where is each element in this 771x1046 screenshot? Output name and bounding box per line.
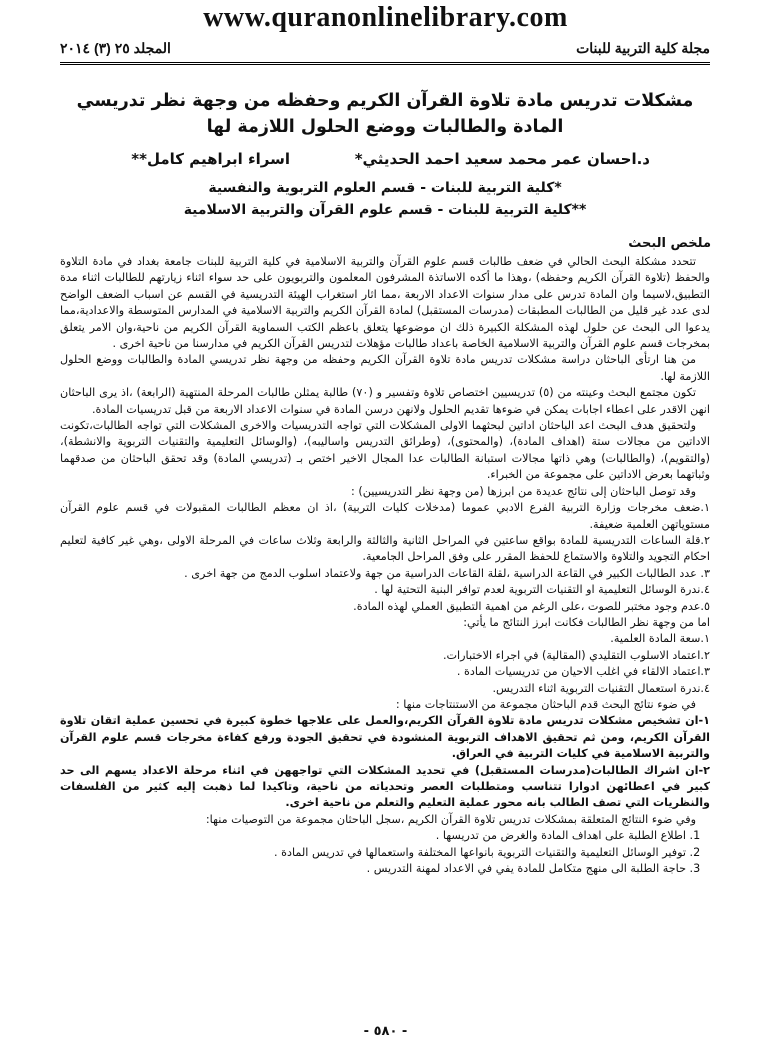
list-item: ١.سعة المادة العلمية.: [610, 632, 710, 646]
list-item: ٤.ندرة الوسائل التعليمية او التقنيات التربوية لعدم توافر البنية التحتية لها .: [374, 583, 710, 597]
paragraph: ولتحقيق هدف البحث اعد الباحثان اداتين لبحثهما الاولى المشكلات التي تواجه التدريسيات والاخرى المشكلات التي تواجه الطالبات،تكونت الاداتين من مجالات ستة (اهداف المادة)، (والمحتوى)، (وطرائق التدريس واساليبه)، (والوسائل التعليمية والتقنيات التربوية والانشطة)، (والتقويم)، (والطالبات) وهي ذاتها مجالات استبانة الطالبات عدا المجال الاخير اختص بـ (تدريسي المادة) وقد تحقق الباحثان من صدقهما وثباتهما بعرض الاداتين على مجموعة من الخبراء.: [60, 419, 710, 482]
author-second: اسراء ابراهيم كامل**: [131, 150, 290, 168]
abstract-heading: ملخص البحث: [628, 236, 711, 251]
recommendations-list: [60, 828, 710, 877]
paragraph: وقد توصل الباحثان إلى نتائج عديدة من ابرزها (من وجهة نظر التدريسيين) :: [351, 484, 696, 498]
journal-volume: المجلد ٢٥ (٣) ٢٠١٤: [60, 40, 171, 56]
list-item: ٣. عدد الطالبات الكبير في القاعة الدراسية ،لقلة القاعات الدراسية من جهة ولاعتماد اسلوب الدمج من جهة اخرى .: [184, 566, 710, 580]
list-item: ٢.اعتماد الاسلوب التقليدي (المقالية) في اجراء الاختبارات.: [442, 648, 710, 662]
paragraph: اما من وجهة نظر الطالبات فكانت ابرز النتائج ما يأتي:: [463, 615, 710, 629]
abstract-body: [60, 254, 710, 877]
list-item: 2. توفير الوسائل التعليمية والتقنيات التربوية بانواعها المختلفة واستعمالها في تدريس المادة .: [60, 845, 686, 861]
header-rule: [60, 62, 710, 63]
list-item: ٣.اعتماد الالقاء في اغلب الاحيان من تدريسيات المادة .: [456, 665, 710, 679]
header-rule: [60, 64, 710, 65]
list-item: ٥.عدم وجود مختبر للصوت ،على الرغم من اهمية التطبيق العملي لهذه المادة.: [353, 599, 710, 613]
site-url: www.quranonlinelibrary.com: [203, 2, 568, 33]
list-item: 1. اطلاع الطلبة على اهداف المادة والغرض من تدريسها .: [60, 828, 686, 844]
paragraph: من هنا ارتأى الباحثان دراسة مشكلات تدريس مادة تلاوة القرآن الكريم وحفظه من وجهة نظر تدريسي المادة والطالبات ووضع الحلول اللازمة لها.: [60, 353, 710, 383]
list-item: 3. حاجة الطلبة الى منهج متكامل للمادة يفي في الاعداد لمهنة التدريس .: [60, 861, 686, 877]
list-item: ٤.ندرة استعمال التقنيات التربوية اثناء التدريس.: [492, 681, 710, 695]
journal-name: مجلة كلية التربية للبنات: [576, 40, 710, 56]
author-first: د.احسان عمر محمد سعيد احمد الحديثي*: [354, 150, 650, 168]
paragraph: في ضوء نتائج البحث قدم الباحثان مجموعة من الاستنتاجات منها :: [395, 697, 696, 711]
paragraph: تتحدد مشكلة البحث الحالي في ضعف طالبات قسم علوم القرآن والتربية الاسلامية في كلية التربية للبنات جامعة بغداد في مادة التلاوة والحفظ (تلاوة القرآن الكريم وحفظه) ،وهذا ما أكده الاساتذة المشرفون المعلمون والتربويون على حد سواء اثناء زيارتهم للطالبات اثناء مدة التطبيق،لاسيما وان المادة تدرس على مدار سنوات الاعداد الاربعة ،مما اثار استغراب الهيئة التدريسية في القسم عن اسباب الضعف الواضح لدى عدد غير قليل من الطالبات المطبقات (مدرسات المستقبل) لمادة القرآن الكريم والتربية الاسلامية في المدارس المتوسطة والاعدادية،مما يدعوا الى البحث عن حلول لهذه المشكلة الكبيرة ذلك ان موضوعها يتعلق باعظم الكتب السماوية القرآن الكريم من ناحية،وان الامر يتعلق بمخرجات قسم علوم القرآن والتربية الاسلامية الخاصة باعداد طالبات مؤهلات لتدريس القرآن الكريم في مدارسنا من ناحية اخرى .: [60, 255, 710, 351]
paragraph: وفي ضوء النتائج المتعلقة بمشكلات تدريس تلاوة القرآن الكريم ،سجل الباحثان مجموعة من التوصيات منها:: [205, 812, 696, 826]
list-item: ٢.قلة الساعات التدريسية للمادة بواقع ساعتين في المراحل الثانية والثالثة والرابعة وثلاث ساعات في المرحلة الاولى ،وهي غير كافية لتعليم احكام التجويد والتلاوة والاستماع للحفظ المقرر على وفق المراحل الجامعية.: [60, 533, 710, 564]
list-item: ١-ان تشخيص مشكلات تدريس مادة تلاوة القرآن الكريم،والعمل على علاجها خطوة كبيرة في تحسين عملية اتقان تلاوة القرآن الكريم، ومن ثم تحقيق الاهداف التربوية المنشودة في تحقيق الجودة ورفع كفاءة مخرجات قسم علوم القرآن والتربية الاسلامية في كليات التربية في العراق.: [60, 714, 710, 761]
affiliation: *كلية التربية للبنات - قسم العلوم التربوية والنفسية: [208, 180, 562, 196]
running-header: [60, 40, 710, 57]
paragraph: تكون مجتمع البحث وعينته من (٥) تدريسيين اختصاص تلاوة وتفسير و (٧٠) طالبة يمثلن طالبات المرحلة المنتهية (الرابعة) ،اذ يرى الباحثان انهن الاقدر على اعطاء اجابات يمكن في ضوءها تقديم الحلول ولانهن درسن المادة في سنوات الاعداد الاربعة من قبل تدريسيات المادة.: [60, 386, 710, 416]
list-item: ٢-ان اشراك الطالبات(مدرسات المستقبل) في تحديد المشكلات التي تواجههن في اثناء مرحلة الاعداد يسهم الى حد كبير في اعطائهن ادوارا تتناسب ومتطلبات العصر وتحدياته من ناحية، وتاكيدا لما ذهبت إليه كثير من الفلسفات والنظريات التي تصف الطالب بانه محور عملية التعليم والتعلم من ناحية اخرى.: [60, 763, 710, 810]
affiliation: **كلية التربية للبنات - قسم علوم القرآن والتربية الاسلامية: [183, 202, 587, 218]
paper-title: مشكلات تدريس مادة تلاوة القرآن الكريم وحفظه من وجهة نظر تدريسي المادة والطالبات ووضع الحلول اللازمة لها: [76, 91, 694, 137]
list-item: ١.ضعف مخرجات وزارة التربية الفرع الادبي عموما (مدخلات كليات التربية) ،اذ ان معظم الطالبات المقبولات في قسم علوم القرآن مستوياتهن العلمية ضعيفة.: [60, 501, 710, 531]
page-number: - ٥٨٠ -: [363, 1024, 408, 1039]
